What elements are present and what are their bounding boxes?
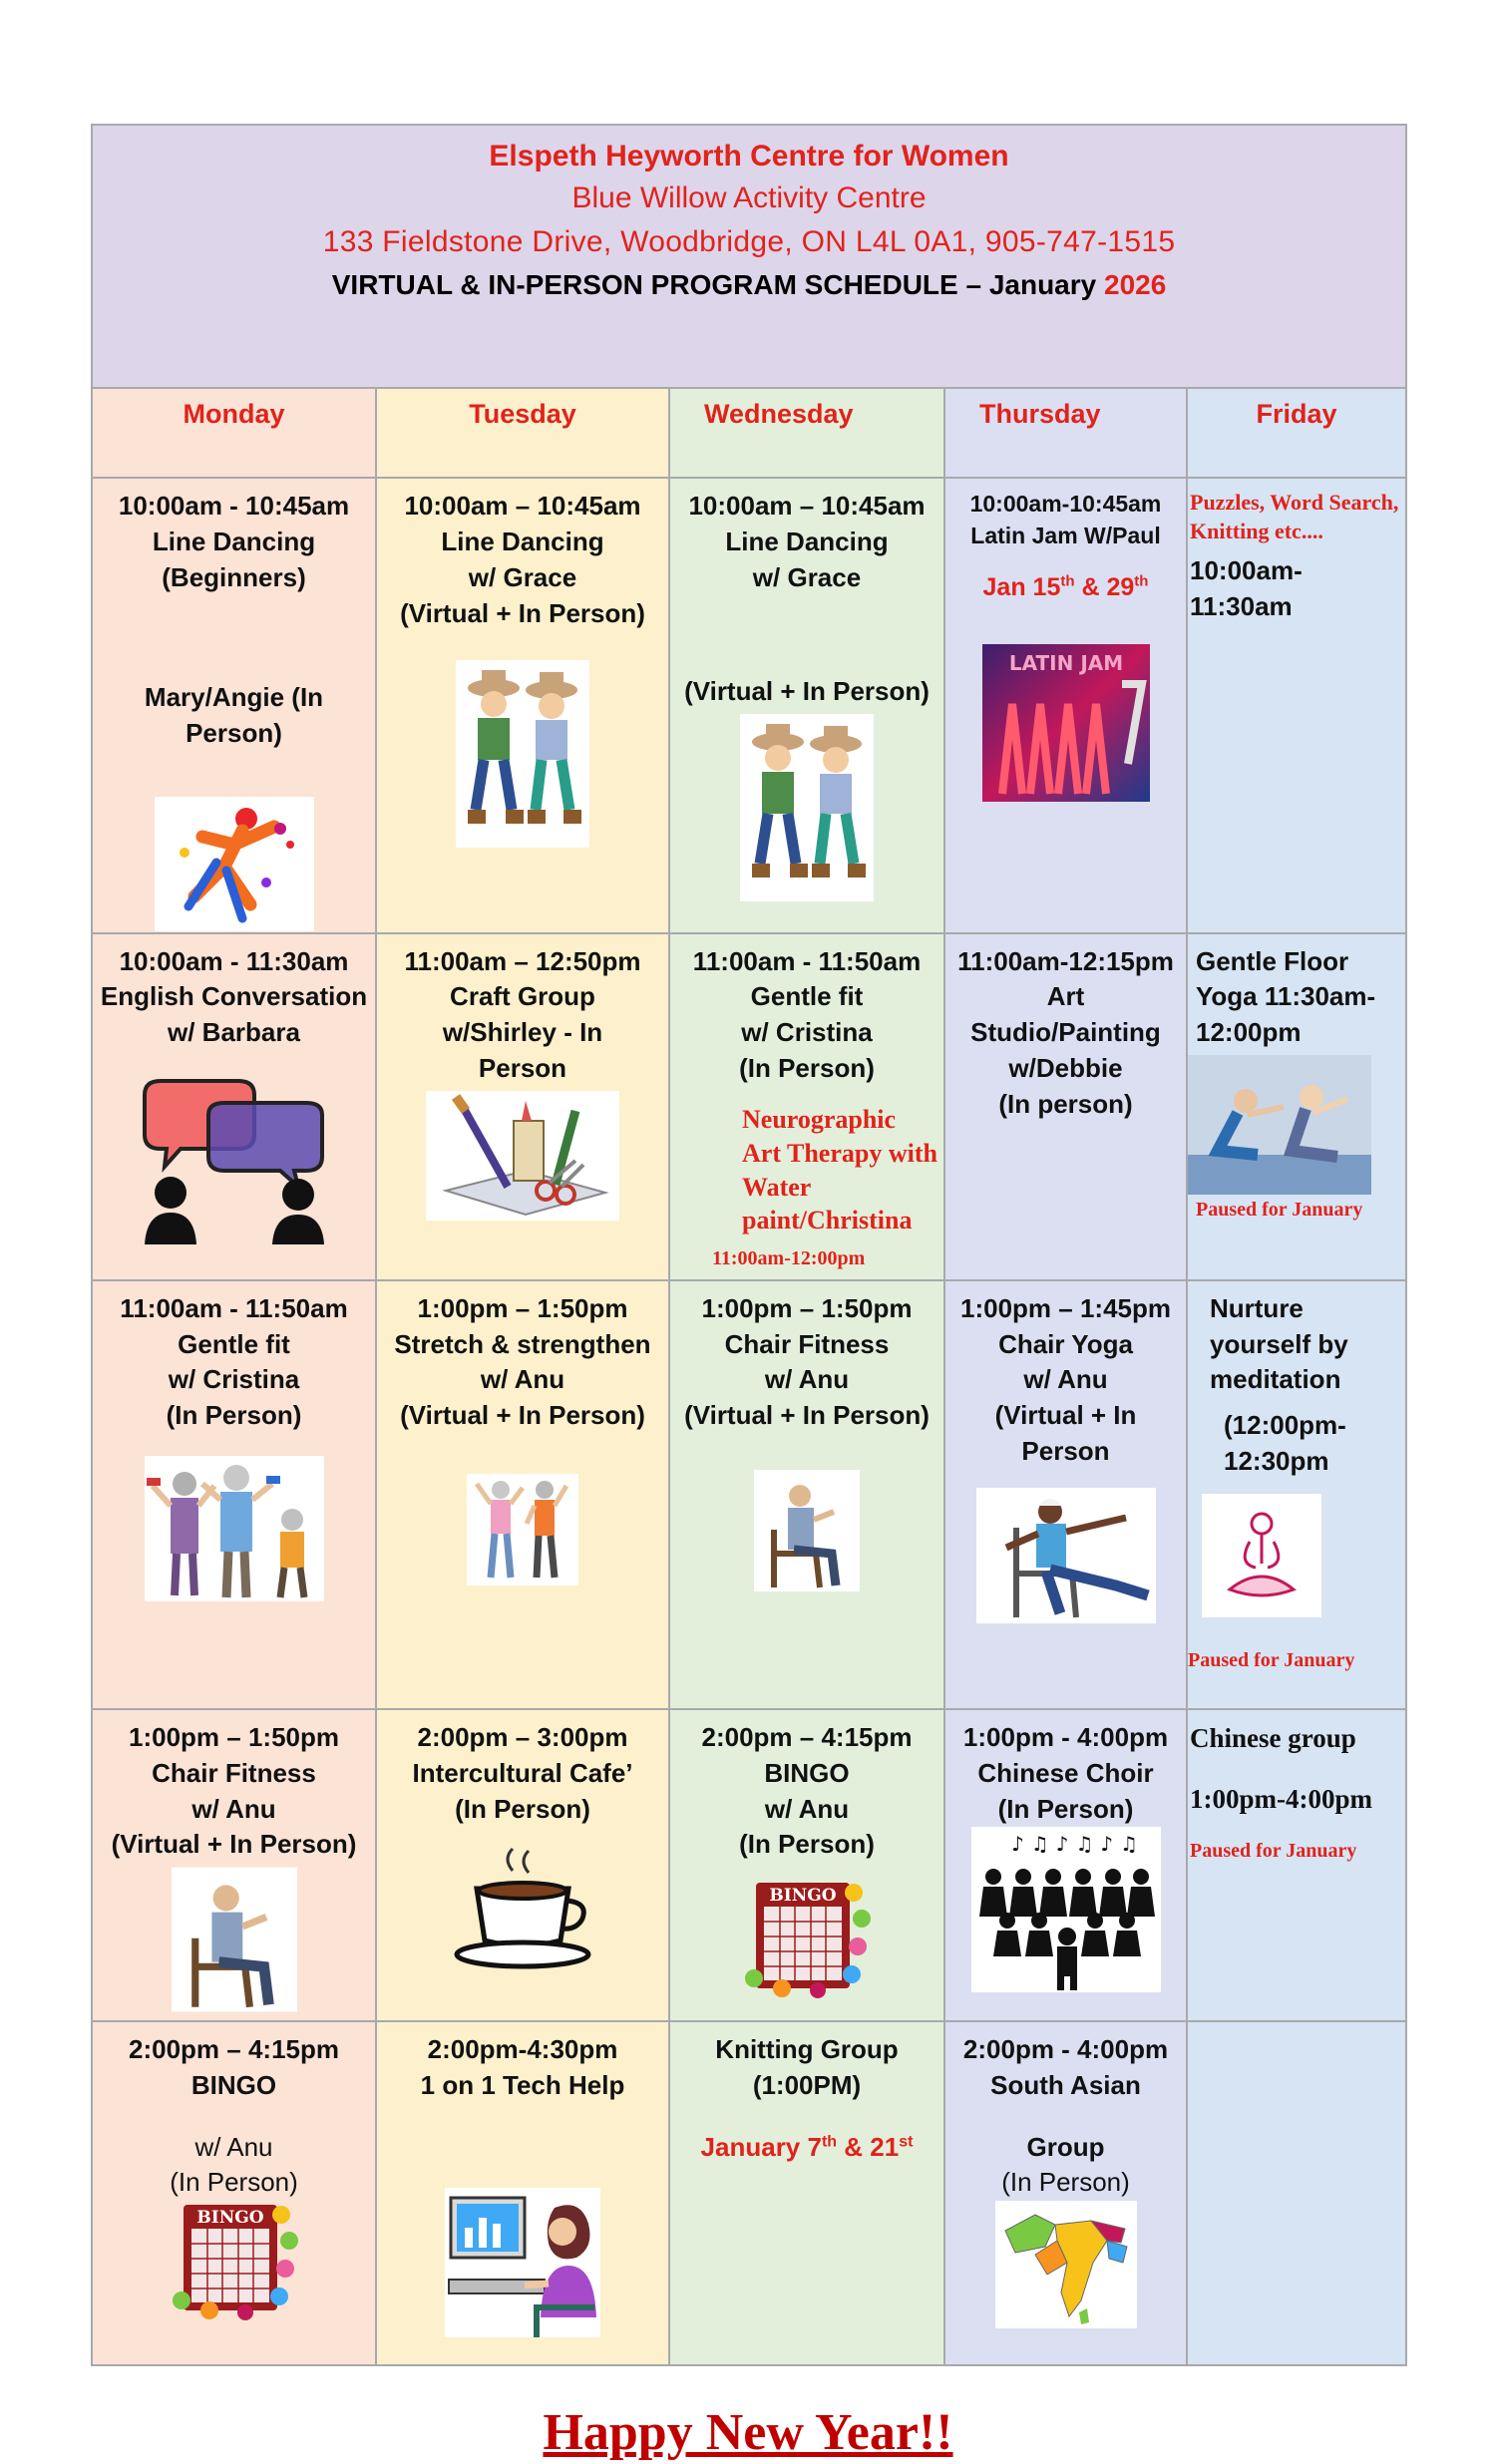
slot-tue-4: 2:00pm – 3:00pm Intercultural Cafe’ (In Person) bbox=[376, 1709, 669, 2021]
bingo-card-icon bbox=[170, 2201, 299, 2320]
slot-wed-5: Knitting Group (1:00PM) January 7th & 21st bbox=[669, 2021, 944, 2365]
slot-wed-4: 2:00pm – 4:15pm BINGO w/ Anu (In Person) BINGO bbox=[669, 1709, 944, 2021]
slot-mon-3: 11:00am - 11:50am Gentle fit w/ Cristina (In Person) bbox=[92, 1280, 376, 1709]
bingo-card-icon bbox=[742, 1879, 872, 1998]
latin-jam-image bbox=[982, 644, 1150, 802]
craft-supplies-icon bbox=[426, 1091, 619, 1221]
bingo-card-label: BINGO bbox=[195, 2208, 264, 2229]
chair-fitness-icon bbox=[754, 1470, 860, 1591]
slot-fri-4: Chinese group 1:00pm-4:00pm Paused for January bbox=[1187, 1709, 1406, 2021]
slot-thu-3: 1:00pm – 1:45pm Chair Yoga w/ Anu (Virtual + In Person bbox=[944, 1280, 1187, 1709]
stretch-couple-icon bbox=[467, 1474, 578, 1585]
slot-mon-2: 10:00am - 11:30am English Conversation w/ Barbara bbox=[92, 933, 376, 1280]
latin-jam-label: LATIN JAM bbox=[1008, 651, 1123, 676]
coffee-cup-icon bbox=[443, 1845, 602, 1972]
seniors-exercise-icon bbox=[145, 1456, 324, 1601]
centre-name: Blue Willow Activity Centre bbox=[571, 181, 927, 214]
yoga-photo bbox=[1188, 1055, 1371, 1195]
day-thursday: Thursday bbox=[944, 388, 1187, 478]
chair-yoga-icon bbox=[976, 1488, 1156, 1623]
slot-fri-1: Puzzles, Word Search, Knitting etc.... 10:00am-11:30am bbox=[1187, 478, 1406, 933]
slot-thu-4: 1:00pm - 4:00pm Chinese Choir (In Person) ♪ ♫ ♪ ♫ ♪ ♫ bbox=[944, 1709, 1187, 2021]
slot-tue-3: 1:00pm – 1:50pm Stretch & strengthen w/ Anu (Virtual + In Person) bbox=[376, 1280, 669, 1709]
computer-user-icon bbox=[445, 2188, 600, 2337]
slot-tue-5: 2:00pm-4:30pm 1 on 1 Tech Help bbox=[376, 2021, 669, 2365]
header-cell bbox=[92, 125, 1406, 388]
address: 133 Fieldstone Drive, Woodbridge, ON L4L 0A1, 905-747-1515 bbox=[322, 225, 1176, 258]
schedule-title: VIRTUAL & IN-PERSON PROGRAM SCHEDULE – January 2026 bbox=[331, 269, 1167, 300]
chat-bubbles-icon bbox=[135, 1075, 334, 1244]
slot-mon-1: 10:00am - 10:45am Line Dancing (Beginners) Mary/Angie (In Person) bbox=[92, 478, 376, 933]
slot-fri-3: Nurture yourself by meditation (12:00pm-12:30pm Paused for January bbox=[1187, 1280, 1406, 1709]
schedule-table bbox=[91, 124, 1407, 2366]
south-asia-map-icon bbox=[995, 2201, 1137, 2328]
day-monday: Monday bbox=[92, 388, 376, 478]
day-tuesday: Tuesday bbox=[376, 388, 669, 478]
cowboy-dancers-icon bbox=[740, 714, 874, 901]
slot-tue-1: 10:00am – 10:45am Line Dancing w/ Grace (Virtual + In Person) bbox=[376, 478, 669, 933]
day-wednesday: Wednesday bbox=[669, 388, 944, 478]
slot-thu-5: 2:00pm - 4:00pm South Asian Group (In Person) bbox=[944, 2021, 1187, 2365]
day-friday: Friday bbox=[1187, 388, 1406, 478]
bingo-card-label: BINGO bbox=[769, 1886, 837, 1907]
cowboy-dancers-icon bbox=[456, 660, 589, 848]
chair-fitness-icon bbox=[172, 1865, 297, 2014]
slot-thu-1: 10:00am-10:45am Latin Jam W/Paul Jan 15th & 29th LATIN JAM bbox=[944, 478, 1187, 933]
slot-thu-2: 11:00am-12:15pm Art Studio/Painting w/Debbie (In person) bbox=[944, 933, 1187, 1280]
svg-text:♪ ♫ ♪ ♫ ♪ ♫: ♪ ♫ ♪ ♫ ♪ ♫ bbox=[1010, 1832, 1138, 1857]
slot-fri-2: Gentle Floor Yoga 11:30am-12:00pm Paused for January bbox=[1187, 933, 1406, 1280]
org-name: Elspeth Heyworth Centre for Women bbox=[489, 140, 1009, 173]
slot-mon-4: 1:00pm – 1:50pm Chair Fitness w/ Anu (Virtual + In Person) bbox=[92, 1709, 376, 2021]
slot-wed-1: 10:00am – 10:45am Line Dancing w/ Grace (Virtual + In Person) bbox=[669, 478, 944, 933]
meditation-icon bbox=[1202, 1494, 1321, 1617]
slot-mon-5: 2:00pm – 4:15pm BINGO w/ Anu (In Person) BINGO bbox=[92, 2021, 376, 2365]
dancer-icon bbox=[155, 797, 314, 931]
choir-icon bbox=[971, 1827, 1161, 1992]
slot-wed-2: 11:00am - 11:50am Gentle fit w/ Cristina (In Person) Neurographic Art Therapy with Water paint/Christina 11:00am-12:00pm bbox=[669, 933, 944, 1280]
footer-greeting: Happy New Year!! bbox=[543, 2404, 953, 2461]
slot-wed-3: 1:00pm – 1:50pm Chair Fitness w/ Anu (Virtual + In Person) bbox=[669, 1280, 944, 1709]
slot-tue-2: 11:00am – 12:50pm Craft Group w/Shirley - In Person bbox=[376, 933, 669, 1280]
slot-fri-5 bbox=[1187, 2021, 1406, 2365]
